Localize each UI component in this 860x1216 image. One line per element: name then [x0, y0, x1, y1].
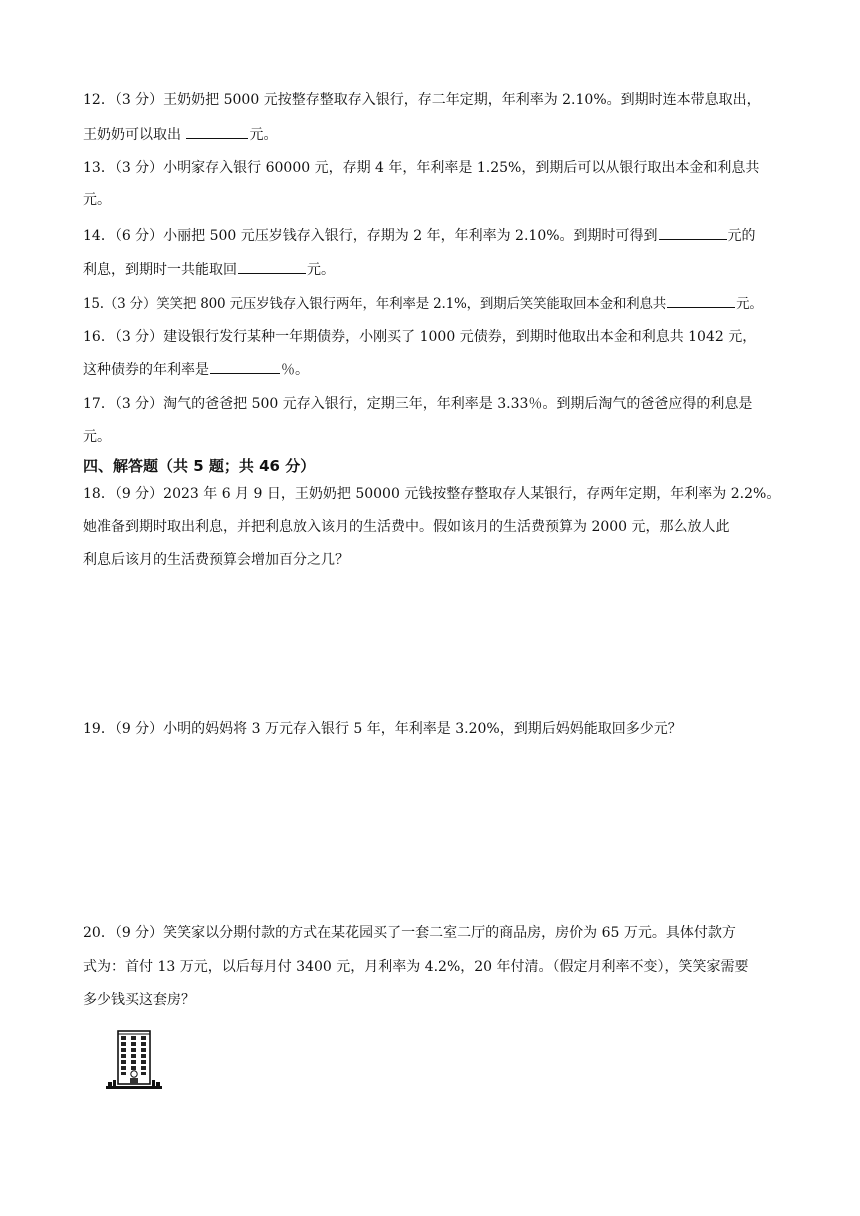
question-15-text: 15.（3 分）笑笑把 800 元压岁钱存入银行两年，年利率是 2.1%，到期后笑笑能取回本金和利息共 — [83, 296, 667, 312]
answer-blank[interactable] — [667, 293, 735, 308]
question-20-line-1: 20．（9 分）笑笑家以分期付款的方式在某花园买了一套二室二厅的商品房，房价为 65 万元。具体付款方 — [83, 925, 736, 941]
question-12-unit: 元。 — [249, 127, 278, 143]
question-16-text: 这种债券的年利率是 — [83, 362, 209, 378]
question-14-text: 14．（6 分）小丽把 500 元压岁钱存入银行，存期为 2 年，年利率为 2.10%。到期时可得到 — [83, 228, 658, 244]
question-20-line-3: 多少钱买这套房？ — [83, 992, 195, 1008]
question-19-line-1: 19．（9 分）小明的妈妈将 3 万元存入银行 5 年，年利率是 3.20%，到期后妈妈能取回多少元？ — [83, 721, 682, 737]
question-12-text: 王奶奶可以取出 — [83, 127, 186, 143]
question-16-line-1: 16．（3 分）建设银行发行某种一年期债券，小刚买了 1000 元债券，到期时他取出本金和利息共 1042 元， — [83, 329, 757, 345]
question-16-unit: ％。 — [281, 362, 309, 378]
question-15-line-1 — [83, 293, 763, 314]
question-16-line-2 — [83, 359, 309, 380]
question-18-line-2: 她准备到期时取出利息，并把利息放入该月的生活费中。假如该月的生活费预算为 2000 元，那么放人此 — [83, 519, 730, 535]
question-12-line-2 — [83, 124, 277, 145]
question-13-line-1: 13．（3 分）小明家存入银行 60000 元，存期 4 年，年利率是 1.25%，到期后可以从银行取出本金和利息共 — [83, 160, 760, 176]
question-18-line-1: 18．（9 分）2023 年 6 月 9 日，王奶奶把 50000 元钱按整存整取存人某银行，存两年定期，年利率为 2.2%。 — [83, 486, 781, 502]
question-13-line-2: 元。 — [83, 192, 111, 208]
question-14-line-2 — [83, 259, 335, 280]
question-17-line-2: 元。 — [83, 429, 111, 445]
question-14-line-1 — [83, 225, 756, 246]
question-14-text-2: 利息，到期时一共能取回 — [83, 262, 237, 278]
apartment-building-icon — [104, 1030, 164, 1092]
question-14-unit-2: 元。 — [307, 262, 335, 278]
question-20-line-2: 式为：首付 13 万元，以后每月付 3400 元，月利率为 4.2%，20 年付清。（假定月利率不变），笑笑家需要 — [83, 959, 749, 975]
question-15-unit: 元。 — [736, 296, 763, 312]
answer-blank[interactable] — [238, 259, 306, 274]
question-14-unit: 元的 — [727, 228, 756, 244]
answer-blank[interactable] — [186, 124, 248, 139]
question-17-line-1: 17．（3 分）淘气的爸爸把 500 元存入银行，定期三年，年利率是 3.33％。到期后淘气的爸爸应得的利息是 — [83, 396, 753, 412]
question-18-line-3: 利息后该月的生活费预算会增加百分之几？ — [83, 552, 349, 568]
answer-blank[interactable] — [210, 359, 280, 374]
section-heading: 四、解答题（共 5 题；共 46 分） — [83, 457, 316, 475]
answer-blank[interactable] — [659, 225, 727, 240]
question-12-line-1: 12．（3 分）王奶奶把 5000 元按整存整取存入银行，存二年定期，年利率为 2.10%。到期时连本带息取出， — [83, 92, 761, 108]
